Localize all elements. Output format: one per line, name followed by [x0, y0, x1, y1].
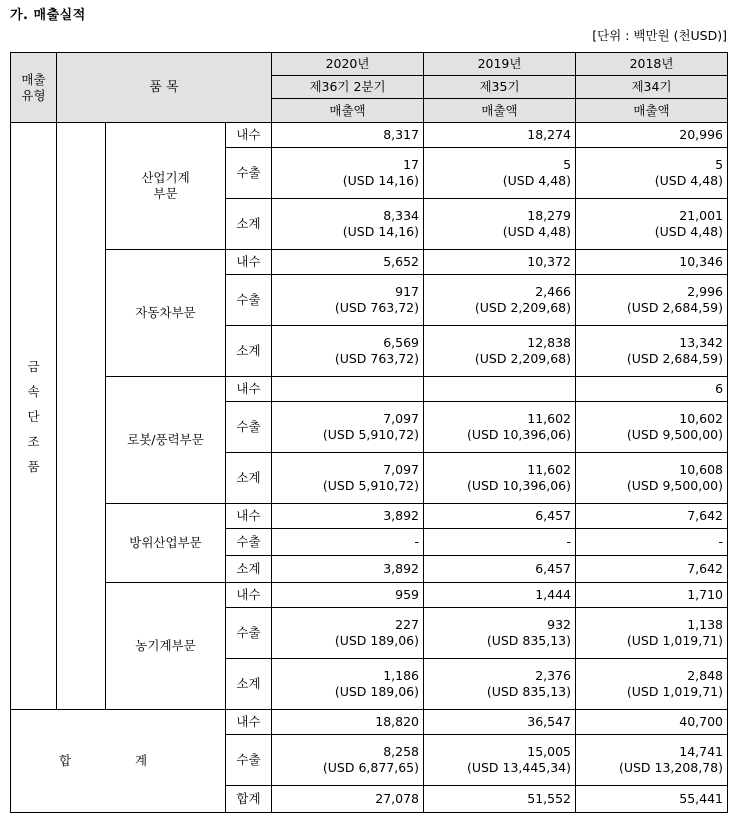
usd-value: (USD 1,019,71) — [626, 633, 724, 648]
sales-value: 15,005 — [527, 744, 572, 759]
row-label: 소계 — [226, 326, 272, 377]
value-cell — [576, 608, 728, 659]
sales-value: 18,820 — [375, 714, 420, 729]
sales-value: - — [414, 534, 420, 549]
value-cell — [576, 199, 728, 250]
division-name — [106, 504, 226, 583]
sales-value: 7,097 — [383, 411, 420, 426]
usd-value: (USD 4,48) — [502, 173, 572, 188]
division-name — [106, 250, 226, 377]
usd-value: (USD 5,910,72) — [322, 427, 420, 442]
sales-table-body — [11, 53, 728, 813]
row-label: 수출 — [226, 402, 272, 453]
sales-value: 27,078 — [375, 791, 420, 806]
usd-value: (USD 4,48) — [654, 173, 724, 188]
sales-value: 5 — [715, 157, 724, 172]
value-cell — [576, 786, 728, 813]
sales-value: 51,552 — [527, 791, 572, 806]
value-cell — [424, 123, 576, 148]
division-label: 농기계부문 — [135, 638, 196, 653]
value-cell — [272, 275, 424, 326]
value-cell — [424, 377, 576, 402]
table-row — [11, 583, 728, 608]
value-cell — [424, 453, 576, 504]
sales-value: 7,642 — [687, 561, 724, 576]
row-label: 내수 — [226, 710, 272, 735]
value-cell — [272, 659, 424, 710]
sales-value: 227 — [395, 617, 420, 632]
division-name — [106, 377, 226, 504]
sales-table — [10, 52, 728, 813]
sales-value: 11,602 — [527, 411, 572, 426]
value-cell — [272, 250, 424, 275]
usd-value: (USD 6,877,65) — [322, 760, 420, 775]
header-period-0: 제36기 2분기 — [272, 76, 424, 99]
usd-value: (USD 763,72) — [334, 351, 420, 366]
sales-value: 6,457 — [535, 508, 572, 523]
sales-value: 12,838 — [527, 335, 572, 350]
sales-value: 6,569 — [383, 335, 420, 350]
header-period-2: 제34기 — [576, 76, 728, 99]
value-cell — [576, 529, 728, 556]
value-cell — [272, 529, 424, 556]
value-cell — [424, 148, 576, 199]
value-cell — [576, 659, 728, 710]
table-row — [11, 250, 728, 275]
usd-value: (USD 2,684,59) — [626, 300, 724, 315]
value-cell — [272, 608, 424, 659]
division-label: 산업기계 부문 — [141, 170, 190, 201]
usd-value: (USD 2,684,59) — [626, 351, 724, 366]
value-cell — [424, 529, 576, 556]
usd-value: (USD 4,48) — [502, 224, 572, 239]
product-type-cell — [11, 123, 57, 710]
row-label: 소계 — [226, 199, 272, 250]
value-cell — [576, 250, 728, 275]
usd-value: (USD 835,13) — [486, 684, 572, 699]
value-cell — [576, 123, 728, 148]
value-cell — [272, 199, 424, 250]
value-cell — [272, 504, 424, 529]
value-cell — [272, 710, 424, 735]
row-label: 수출 — [226, 148, 272, 199]
sales-value: 3,892 — [383, 508, 420, 523]
value-cell — [576, 275, 728, 326]
sales-value: 2,466 — [535, 284, 572, 299]
header-metric-1: 매출액 — [424, 99, 576, 123]
sales-value: 21,001 — [679, 208, 724, 223]
value-cell — [272, 377, 424, 402]
sales-value: 8,317 — [383, 127, 420, 142]
total-label-cell — [11, 710, 226, 813]
usd-value: (USD 14,16) — [342, 224, 420, 239]
sales-value: 10,608 — [679, 462, 724, 477]
sales-value: 18,279 — [527, 208, 572, 223]
value-cell — [424, 710, 576, 735]
usd-value: (USD 13,208,78) — [618, 760, 724, 775]
row-label: 소계 — [226, 659, 272, 710]
value-cell — [576, 504, 728, 529]
sales-value: 20,996 — [679, 127, 724, 142]
usd-value: (USD 1,019,71) — [626, 684, 724, 699]
value-cell — [576, 583, 728, 608]
sales-value: 40,700 — [679, 714, 724, 729]
usd-value: (USD 2,209,68) — [474, 300, 572, 315]
usd-value: (USD 5,910,72) — [322, 478, 420, 493]
sales-value: 10,372 — [527, 254, 572, 269]
value-cell — [576, 710, 728, 735]
value-cell — [424, 402, 576, 453]
header-metric-2: 매출액 — [576, 99, 728, 123]
blank-group-cell — [57, 123, 106, 710]
value-cell — [272, 123, 424, 148]
row-label: 수출 — [226, 275, 272, 326]
value-cell — [424, 583, 576, 608]
sales-value: 959 — [395, 587, 420, 602]
row-label: 내수 — [226, 377, 272, 402]
division-label: 방위산업부문 — [129, 535, 202, 550]
product-type-label: 금속단조품 — [27, 358, 40, 474]
sales-value: 36,547 — [527, 714, 572, 729]
table-row — [11, 504, 728, 529]
value-cell — [272, 453, 424, 504]
row-label: 합계 — [226, 786, 272, 813]
value-cell — [424, 608, 576, 659]
value-cell — [576, 453, 728, 504]
sales-value: 8,334 — [383, 208, 420, 223]
value-cell — [424, 659, 576, 710]
value-cell — [576, 377, 728, 402]
header-sales-type-label: 매출 유형 — [21, 71, 46, 103]
sales-value: 6,457 — [535, 561, 572, 576]
header-year-1: 2019년 — [424, 53, 576, 76]
section-heading: 가. 매출실적 — [10, 8, 86, 23]
sales-value: 13,342 — [679, 335, 724, 350]
value-cell — [424, 786, 576, 813]
sales-value: 1,710 — [687, 587, 724, 602]
header-year-0: 2020년 — [272, 53, 424, 76]
sales-value: 10,346 — [679, 254, 724, 269]
value-cell — [272, 556, 424, 583]
value-cell — [424, 735, 576, 786]
sales-value: 5,652 — [383, 254, 420, 269]
value-cell — [576, 402, 728, 453]
sales-value: 55,441 — [679, 791, 724, 806]
division-label: 로봇/풍력부문 — [127, 432, 204, 447]
usd-value: (USD 835,13) — [486, 633, 572, 648]
sales-value: 917 — [395, 284, 420, 299]
usd-value: (USD 13,445,34) — [466, 760, 572, 775]
row-label: 내수 — [226, 250, 272, 275]
sales-value: 1,444 — [535, 587, 572, 602]
sales-value: 2,376 — [535, 668, 572, 683]
total-label: 합 계 — [58, 753, 178, 768]
value-cell — [272, 402, 424, 453]
sales-value: 932 — [547, 617, 572, 632]
sales-value: 10,602 — [679, 411, 724, 426]
value-cell — [576, 148, 728, 199]
division-name — [106, 123, 226, 250]
value-cell — [424, 250, 576, 275]
sales-value: - — [718, 534, 724, 549]
row-label: 소계 — [226, 556, 272, 583]
row-label: 내수 — [226, 123, 272, 148]
usd-value: (USD 10,396,06) — [466, 427, 572, 442]
header-sales-type — [11, 53, 57, 123]
sales-value: 2,848 — [687, 668, 724, 683]
table-row — [11, 123, 728, 148]
row-label: 내수 — [226, 504, 272, 529]
sales-value: 1,186 — [383, 668, 420, 683]
sales-value: 18,274 — [527, 127, 572, 142]
usd-value: (USD 2,209,68) — [474, 351, 572, 366]
usd-value: (USD 763,72) — [334, 300, 420, 315]
sales-value: 7,097 — [383, 462, 420, 477]
sales-value: 3,892 — [383, 561, 420, 576]
total-row — [11, 710, 728, 735]
division-name — [106, 583, 226, 710]
usd-value: (USD 4,48) — [654, 224, 724, 239]
value-cell — [424, 275, 576, 326]
sales-value: 6 — [715, 381, 724, 396]
sales-value: 14,741 — [679, 744, 724, 759]
sales-value: 17 — [403, 157, 420, 172]
value-cell — [424, 326, 576, 377]
sales-value: 1,138 — [687, 617, 724, 632]
value-cell — [272, 735, 424, 786]
header-period-1: 제35기 — [424, 76, 576, 99]
value-cell — [272, 583, 424, 608]
row-label: 수출 — [226, 529, 272, 556]
usd-value: (USD 189,06) — [334, 633, 420, 648]
sales-value: 8,258 — [383, 744, 420, 759]
value-cell — [424, 199, 576, 250]
row-label: 내수 — [226, 583, 272, 608]
header-metric-0: 매출액 — [272, 99, 424, 123]
sales-value: 7,642 — [687, 508, 724, 523]
sales-value: 11,602 — [527, 462, 572, 477]
header-year-2: 2018년 — [576, 53, 728, 76]
value-cell — [576, 556, 728, 583]
division-label: 자동차부문 — [135, 305, 196, 320]
value-cell — [272, 786, 424, 813]
header-item: 품 목 — [57, 53, 272, 123]
table-row — [11, 377, 728, 402]
value-cell — [424, 556, 576, 583]
usd-value: (USD 189,06) — [334, 684, 420, 699]
sales-value: 2,996 — [687, 284, 724, 299]
row-label: 수출 — [226, 608, 272, 659]
sales-value: - — [566, 534, 572, 549]
usd-value: (USD 14,16) — [342, 173, 420, 188]
sales-value: 5 — [563, 157, 572, 172]
row-label: 소계 — [226, 453, 272, 504]
value-cell — [576, 326, 728, 377]
value-cell — [424, 504, 576, 529]
usd-value: (USD 9,500,00) — [626, 427, 724, 442]
value-cell — [576, 735, 728, 786]
value-cell — [272, 326, 424, 377]
usd-value: (USD 10,396,06) — [466, 478, 572, 493]
value-cell — [272, 148, 424, 199]
unit-note: [단위 : 백만원 (천USD)] — [592, 28, 727, 43]
row-label: 수출 — [226, 735, 272, 786]
usd-value: (USD 9,500,00) — [626, 478, 724, 493]
